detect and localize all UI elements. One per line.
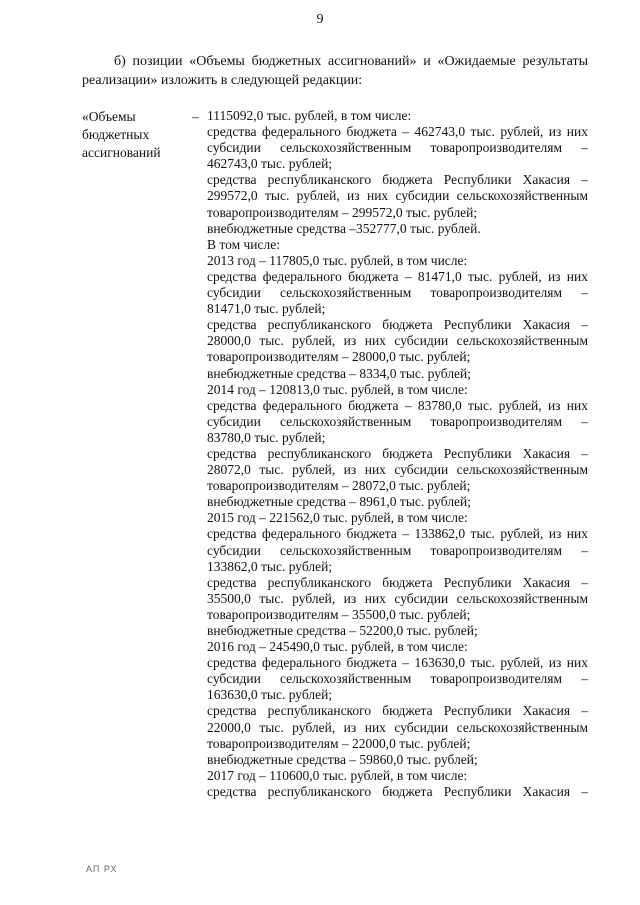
- content-line: субсидии сельскохозяйственным товаропроизводителям –: [207, 671, 588, 687]
- page-number: 9: [316, 12, 324, 27]
- content-line: средства республиканского бюджета Республики Хакасия –: [207, 172, 588, 188]
- content-line: товаропроизводителям – 28000,0 тыс. рублей;: [207, 349, 471, 365]
- content-line: 28072,0 тыс. рублей, из них субсидии сельскохозяйственным: [207, 462, 588, 478]
- content-line: товаропроизводителям – 22000,0 тыс. рублей;: [207, 735, 471, 751]
- content-line: 299572,0 тыс. рублей, из них субсидии сельскохозяйственным: [207, 188, 588, 204]
- content-line: 163630,0 тыс. рублей;: [207, 687, 333, 703]
- content-line: субсидии сельскохозяйственным товаропроизводителям –: [207, 285, 588, 301]
- content-line: внебюджетные средства – 59860,0 тыс. рублей;: [207, 751, 478, 767]
- content-line: 2014 год – 120813,0 тыс. рублей, в том числе:: [207, 381, 468, 397]
- content-line: субсидии сельскохозяйственным товаропроизводителям –: [207, 140, 588, 156]
- content-line: средства федерального бюджета – 163630,0 тыс. рублей, из них: [207, 655, 588, 671]
- content-line: 2015 год – 221562,0 тыс. рублей, в том числе:: [207, 510, 468, 526]
- content-line: 133862,0 тыс. рублей;: [207, 558, 333, 574]
- content-line: 2016 год – 245490,0 тыс. рублей, в том числе:: [207, 639, 468, 655]
- content-line: средства федерального бюджета – 462743,0 тыс. рублей, из них: [207, 124, 588, 140]
- budget-content: [207, 108, 588, 800]
- content-line: внебюджетные средства – 52200,0 тыс. рублей;: [207, 623, 478, 638]
- content-line: субсидии сельскохозяйственным товаропроизводителям –: [207, 542, 588, 558]
- content-line: средства республиканского бюджета Республики Хакасия –: [207, 445, 588, 461]
- content-line: В том числе:: [207, 236, 280, 252]
- content-line: 81471,0 тыс. рублей;: [207, 301, 326, 317]
- content-line: средства федерального бюджета – 81471,0 тыс. рублей, из них: [207, 268, 588, 284]
- content-line: внебюджетные средства – 8334,0 тыс. рублей;: [207, 365, 472, 381]
- content-line: внебюджетные средства –352777,0 тыс. рублей.: [207, 220, 481, 236]
- section-label-line: ассигнований: [82, 145, 161, 160]
- section-label: [82, 108, 192, 162]
- content-line: товаропроизводителям – 28072,0 тыс. рублей;: [207, 478, 471, 494]
- content-line: 35500,0 тыс. рублей, из них субсидии сельскохозяйственным: [207, 590, 588, 606]
- content-line: субсидии сельскохозяйственным товаропроизводителям –: [207, 413, 588, 429]
- content-line: средства республиканского бюджета Республики Хакасия –: [207, 703, 588, 719]
- section-label-line: «Объемы: [82, 109, 136, 124]
- content-line: средства федерального бюджета – 83780,0 тыс. рублей, из них: [207, 397, 588, 413]
- content-line: товаропроизводителям – 299572,0 тыс. рублей;: [207, 204, 478, 220]
- content-line: товаропроизводителям – 35500,0 тыс. рублей;: [207, 606, 471, 622]
- content-line: 28000,0 тыс. рублей, из них субсидии сельскохозяйственным: [207, 333, 588, 349]
- content-line: 22000,0 тыс. рублей, из них субсидии сельскохозяйственным: [207, 719, 588, 735]
- content-line: средства республиканского бюджета Республики Хакасия –: [207, 317, 588, 333]
- content-line: внебюджетные средства – 8961,0 тыс. рублей;: [207, 494, 472, 510]
- content-line: 462743,0 тыс. рублей;: [207, 156, 333, 172]
- content-line: средства республиканского бюджета Республики Хакасия –: [207, 783, 588, 799]
- content-line: средства республиканского бюджета Республики Хакасия –: [207, 574, 588, 590]
- content-line: 2013 год – 117805,0 тыс. рублей, в том числе:: [207, 252, 468, 268]
- intro-paragraph: б) позиции «Объемы бюджетных ассигнований» и «Ожидаемые результаты реализации» изложить в следующей редакции:: [82, 54, 588, 88]
- label-dash: –: [192, 109, 199, 124]
- footer-stamp: АП РХ: [86, 864, 118, 874]
- content-line: средства федерального бюджета – 133862,0 тыс. рублей, из них: [207, 526, 588, 542]
- content-line: 83780,0 тыс. рублей;: [207, 429, 326, 445]
- section-label-line: бюджетных: [82, 127, 150, 142]
- content-line: 1115092,0 тыс. рублей, в том числе:: [207, 108, 412, 123]
- content-line: 2017 год – 110600,0 тыс. рублей, в том числе:: [207, 767, 468, 783]
